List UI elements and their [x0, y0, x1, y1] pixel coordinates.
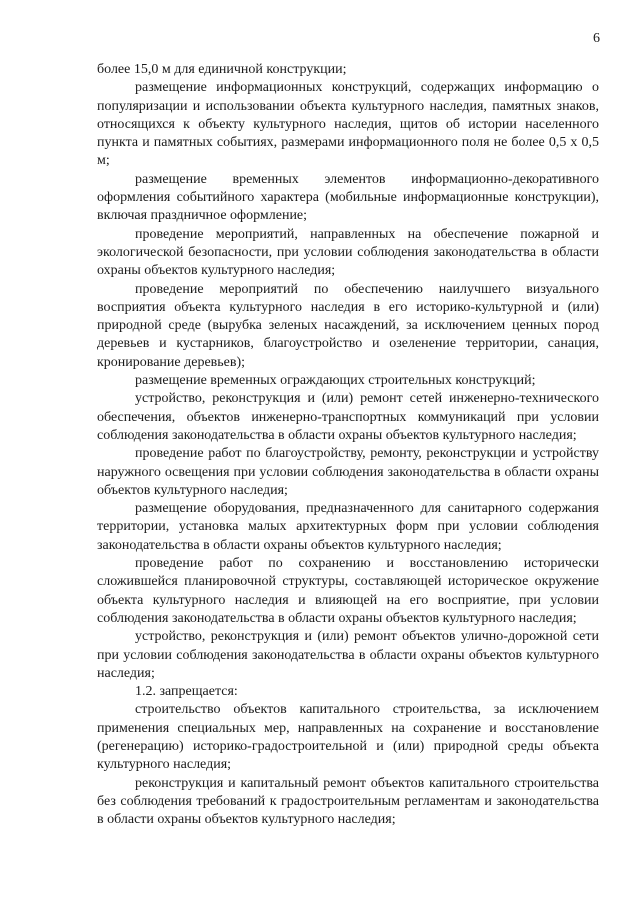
paragraph: устройство, реконструкция и (или) ремонт объектов улично-дорожной сети при условии соблюдения законодательства в области охраны объектов культурного наследия;	[97, 629, 599, 681]
paragraph: более 15,0 м для единичной конструкции;	[97, 62, 347, 77]
paragraph: размещение оборудования, предназначенного для санитарного содержания территории, установка малых архитектурных форм при условии соблюдения законодательства в области охраны объектов культурного наследия;	[97, 501, 599, 553]
paragraph: реконструкция и капитальный ремонт объектов капитального строительства без соблюдения требований к градостроительным регламентам и законодательства в области охраны объектов культурного наследия;	[97, 775, 599, 828]
paragraph: размещение временных элементов информационно-декоративного оформления событийного характера (мобильные информационные конструкции), включая праздничное оформление;	[97, 171, 599, 224]
section-heading: 1.2. запрещается:	[135, 684, 238, 700]
paragraph: устройство, реконструкция и (или) ремонт сетей инженерно-технического обеспечения, объектов инженерно-транспортных коммуникаций при условии соблюдения законодательства в области охраны объектов культурного наследия;	[97, 391, 599, 443]
page-number: 6	[593, 31, 600, 46]
paragraph: проведение работ по сохранению и восстановлению исторически сложившейся планировочной структуры, составляющей историческое окружение объекта культурного наследия и влияющей на его восприятие, при условии соблюдения законодательства в области охраны объектов культурного наследия;	[97, 556, 599, 626]
paragraph: строительство объектов капитального строительства, за исключением применения специальных мер, направленных на сохранение и восстановление (регенерацию) историко-градостроительной и (или) природной среды объекта культурного наследия;	[97, 702, 599, 773]
paragraph: проведение работ по благоустройству, ремонту, реконструкции и устройству наружного освещения при условии соблюдения законодательства в области охраны объектов культурного наследия;	[97, 446, 599, 498]
document-body	[97, 61, 599, 829]
paragraph: проведение мероприятий, направленных на обеспечение пожарной и экологической безопасности, при условии соблюдения законодательства в области охраны объектов культурного наследия;	[97, 226, 599, 279]
paragraph: размещение временных ограждающих строительных конструкций;	[135, 373, 536, 389]
paragraph: проведение мероприятий по обеспечению наилучшего визуального восприятия объекта культурного наследия в его историко-культурной и (или) природной среде (вырубка зеленых насаждений, за исключением ценных пород деревьев и кустарников, благоустройство и озеленение территории, санация, кронирование деревьев);	[97, 281, 599, 370]
paragraph: размещение информационных конструкций, содержащих информацию о популяризации и использовании объекта культурного наследия, памятных знаков, относящихся к объекту культурного наследия, щитов об истории населенного пункта и памятных событиях, размерами информационного поля не более 0,5 х 0,5 м;	[97, 80, 599, 169]
